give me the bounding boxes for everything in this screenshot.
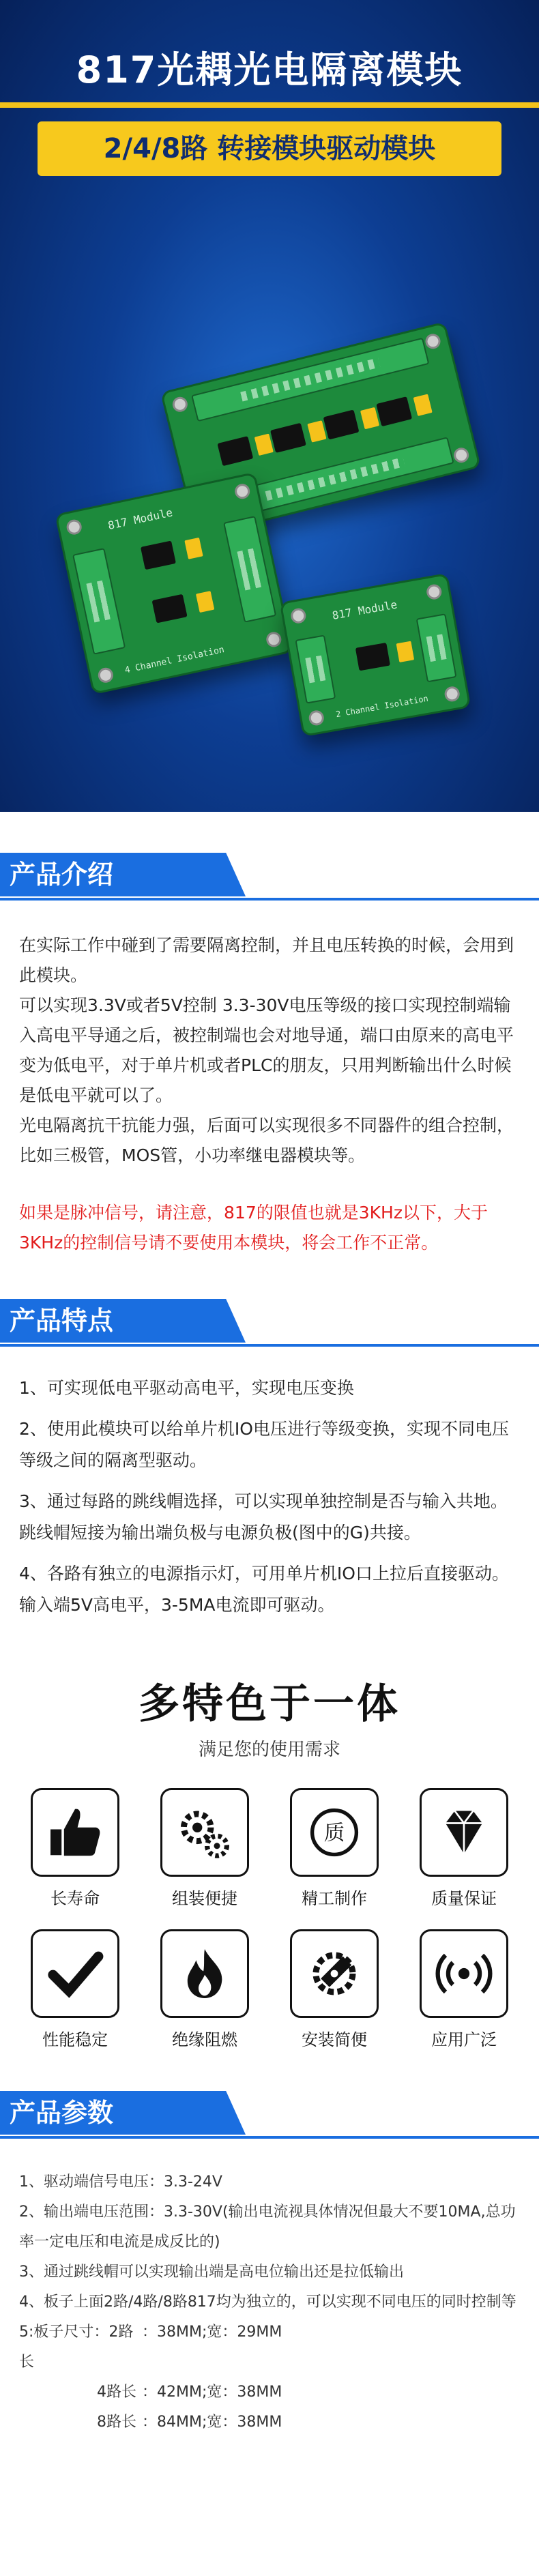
badge-quality: 质量保证 [409, 1788, 519, 1909]
param-line: 3、通过跳线帽可以实现输出端是高电位输出还是拉低输出 [19, 2264, 404, 2281]
list-item: 3、通过每路的跳线帽选择，可以实现单独控制是否与输入共地。跳线帽短接为输出端负极与电源负极(图中的G)共接。 [19, 1491, 508, 1542]
board-4-label: 817 Module [106, 506, 174, 533]
intro-body [0, 896, 539, 1171]
seal-char: 质 [323, 1821, 345, 1845]
params-heading-bar [0, 2091, 539, 2135]
board-2-label: 817 Module [331, 598, 398, 622]
board-4-channel [55, 472, 293, 694]
hero-divider [0, 102, 539, 108]
badges-grid [0, 1788, 539, 2050]
hero-title: 817光耦光电隔离模块 [76, 48, 463, 91]
board-4-iso-label: 4 Channel Isolation [123, 644, 226, 676]
intro-paragraph: 光电隔离抗干抗能力强，后面可以实现很多不同器件的组合控制，比如三极管，MOS管，小功率继电器模块等。 [19, 1115, 514, 1165]
features-heading: 产品特点 [10, 1306, 114, 1336]
diamond-icon [433, 1802, 495, 1863]
thumbs-up-icon [44, 1802, 106, 1863]
intro-heading-bar [0, 853, 539, 896]
badge-easy-install: 安装简便 [280, 1929, 389, 2050]
badges-section [0, 1630, 539, 2050]
intro-section [0, 853, 539, 1258]
param-line: 4、板子上面2路/4路/8路817均为独立的，可以实现不同电压的同时控制等 [19, 2294, 516, 2311]
param-line: 1、驱动端信号电压：3.3-24V [19, 2174, 222, 2191]
hero-banner [0, 0, 539, 812]
flame-icon [174, 1943, 235, 2004]
wrench-icon [304, 1943, 365, 2004]
params-list [0, 2135, 539, 2438]
intro-warning: 如果是脉冲信号，请注意，817的限值也就是3KHz以下，大于3KHz的控制信号请不要使用本模块，将会工作不正常。 [19, 1203, 488, 1253]
badge-fine-craft: 质 精工制作 [280, 1788, 389, 1909]
gears-icon [174, 1802, 235, 1863]
features-list [0, 1343, 539, 1621]
badges-subtitle: 满足您的使用需求 [198, 1740, 340, 1760]
board-2-iso-label: 2 Channel Isolation [335, 693, 429, 720]
param-size-row: 4路长 ：42MM;宽：38MM [97, 2384, 282, 2401]
hero-subtitle: 2/4/8路 转接模块驱动模块 [38, 121, 501, 176]
badge-long-life: 长寿命 [20, 1788, 130, 1909]
list-item: 2、使用此模块可以给单片机IO电压进行等级变换，实现不同电压等级之间的隔离型驱动。 [19, 1419, 509, 1470]
features-heading-bar [0, 1299, 539, 1343]
broadcast-icon [433, 1943, 495, 2004]
list-item: 4、各路有独立的电源指示灯，可用单片机IO口上拉后直接驱动。输入端5V高电平，3-5MA电流即可驱动。 [19, 1564, 509, 1615]
intro-heading: 产品介绍 [10, 860, 114, 890]
params-section [0, 2091, 539, 2465]
badge-wide-application: 应用广泛 [409, 1929, 519, 2050]
checkmark-icon [44, 1943, 106, 2004]
board-2-channel [280, 573, 471, 737]
params-heading: 产品参数 [10, 2098, 114, 2128]
badge-easy-assembly: 组装便捷 [150, 1788, 259, 1909]
badge-flame-retardant: 绝缘阻燃 [150, 1929, 259, 2050]
badge-stable: 性能稳定 [20, 1929, 130, 2050]
param-size-row: 5:板子尺寸：2路长 ：38MM;宽：29MM [19, 2324, 282, 2371]
param-size-row: 8路长 ：84MM;宽：38MM [97, 2414, 282, 2431]
quality-seal-icon [304, 1802, 365, 1863]
features-section [0, 1299, 539, 1621]
intro-paragraph: 在实际工作中碰到了需要隔离控制，并且电压转换的时候，会用到此模块。 [19, 935, 514, 985]
badges-title: 多特色于一体 [139, 1680, 400, 1728]
intro-paragraph: 可以实现3.3V或者5V控制 3.3-30V电压等级的接口实现控制端输入高电平导通之后，被控制端也会对地导通，端口由原来的高电平变为低电平，对于单片机或者PLC的朋友，只用判断输出什么时候是低电平就可以了。 [19, 995, 514, 1105]
list-item: 1、可实现低电平驱动高电平，实现电压变换 [19, 1378, 354, 1398]
param-line: 2、输出端电压范围：3.3-30V(输出电流视具体情况但最大不要10MA,总功率一定电压和电流是成反比的) [19, 2204, 516, 2251]
